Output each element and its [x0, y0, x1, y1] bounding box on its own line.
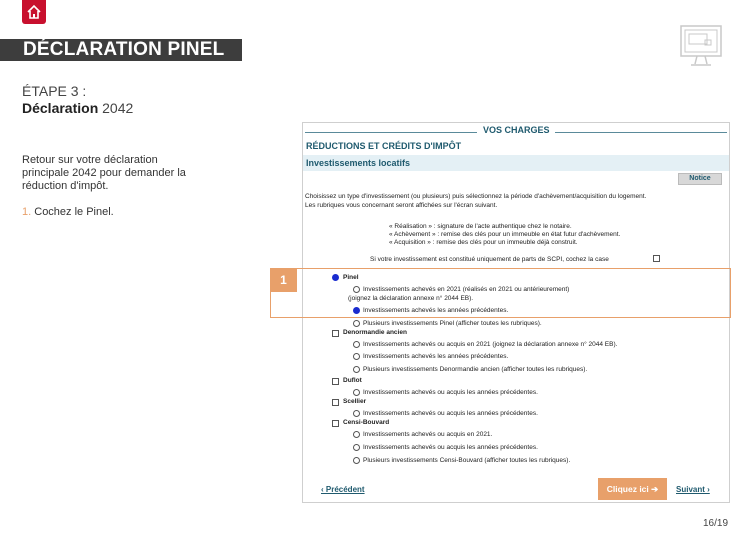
denormandie-option-label: Investissements achevés ou acquis en 2021 (joignez la déclaration annexe n° 2044 EB).	[363, 341, 618, 348]
censi-option-radio[interactable]	[353, 431, 360, 438]
computer-icon	[679, 24, 723, 72]
instruction-step-number: 1.	[22, 206, 32, 218]
denormandie-option-radio[interactable]	[353, 353, 360, 360]
scellier-option-radio[interactable]	[353, 410, 360, 417]
next-link[interactable]: Suivant ›	[676, 485, 710, 494]
censi-option-label: Investissements achevés ou acquis en 2021.	[363, 431, 493, 438]
intro-text: Les rubriques vous concernant seront affichées sur l'écran suivant.	[305, 202, 498, 209]
step-label: ÉTAPE 3 :	[22, 83, 87, 99]
section-header	[303, 125, 729, 139]
denormandie-option-radio[interactable]	[353, 341, 360, 348]
form-title: RÉDUCTIONS ET CRÉDITS D'IMPÔT	[306, 141, 462, 151]
click-here-button[interactable]: Cliquez ici ➔	[598, 478, 667, 500]
form-subtitle: Investissements locatifs	[306, 158, 411, 168]
notice-button[interactable]: Notice	[678, 173, 722, 185]
callout-number: 1	[270, 268, 297, 292]
home-logo	[22, 0, 46, 24]
duflot-label: Duflot	[343, 377, 362, 384]
duflot-checkbox[interactable]	[332, 378, 339, 385]
definition-text: « Acquisition » : remise des clés pour un immeuble déjà construit.	[389, 239, 578, 246]
highlight-box	[270, 268, 731, 318]
denormandie-option-label: Plusieurs investissements Denormandie ancien (afficher toutes les rubriques).	[363, 366, 588, 373]
section-header-label: VOS CHARGES	[483, 125, 550, 135]
censi-label: Censi-Bouvard	[343, 419, 390, 426]
duflot-option-radio[interactable]	[353, 389, 360, 396]
pinel-option-label: Investissements achevés les années précédentes.	[363, 307, 509, 314]
step-title-rest: 2042	[98, 100, 134, 116]
pinel-option-label: Investissements achevés en 2021 (réalisés en 2021 ou antérieurement)	[363, 286, 570, 293]
definition-text: « Achèvement » : remise des clés pour un immeuble en état futur d'achèvement.	[389, 231, 621, 238]
previous-link[interactable]: ‹ Précédent	[321, 485, 365, 494]
censi-option-radio[interactable]	[353, 457, 360, 464]
pinel-label: Pinel	[343, 274, 359, 281]
scellier-option-label: Investissements achevés ou acquis les années précédentes.	[363, 410, 538, 417]
denormandie-option-radio[interactable]	[353, 366, 360, 373]
form-subtitle-band	[303, 155, 729, 171]
pinel-option-label: (joignez la déclaration annexe n° 2044 EB).	[348, 295, 474, 302]
denormandie-option-label: Investissements achevés les années précédentes.	[363, 353, 509, 360]
intro-text: Choisissez un type d'investissement (ou plusieurs) puis sélectionnez la période d'achèvement/acquisition du logement.	[305, 193, 647, 200]
home-icon	[26, 4, 42, 20]
divider	[555, 132, 727, 133]
censi-checkbox[interactable]	[332, 420, 339, 427]
page-title: DÉCLARATION PINEL	[23, 39, 225, 60]
step-title	[22, 100, 133, 116]
pinel-option-label: Plusieurs investissements Pinel (afficher toutes les rubriques).	[363, 320, 542, 327]
step-title-bold: Déclaration	[22, 100, 99, 116]
scpi-text: Si votre investissement est constitué uniquement de parts de SCPI, cochez la case	[370, 256, 609, 263]
instruction-step	[22, 206, 114, 218]
censi-option-label: Investissements achevés ou acquis les années précédentes.	[363, 444, 538, 451]
page-number: 16/19	[703, 518, 729, 529]
title-bar	[0, 39, 242, 61]
duflot-option-label: Investissements achevés ou acquis les années précédentes.	[363, 389, 538, 396]
definition-text: « Réalisation » : signature de l'acte authentique chez le notaire.	[389, 223, 572, 230]
scellier-label: Scellier	[343, 398, 367, 405]
censi-option-label: Plusieurs investissements Censi-Bouvard (afficher toutes les rubriques).	[363, 457, 571, 464]
scellier-checkbox[interactable]	[332, 399, 339, 406]
censi-option-radio[interactable]	[353, 444, 360, 451]
scpi-checkbox[interactable]	[653, 255, 660, 262]
pinel-option-radio[interactable]	[353, 320, 360, 327]
instruction-description: Retour sur votre déclaration principale 2042 pour demander la réduction d'impôt.	[22, 154, 186, 192]
instruction-step-text: Cochez le Pinel.	[31, 206, 114, 218]
divider	[305, 132, 477, 133]
denormandie-label: Denormandie ancien	[343, 329, 407, 336]
denormandie-checkbox[interactable]	[332, 330, 339, 337]
